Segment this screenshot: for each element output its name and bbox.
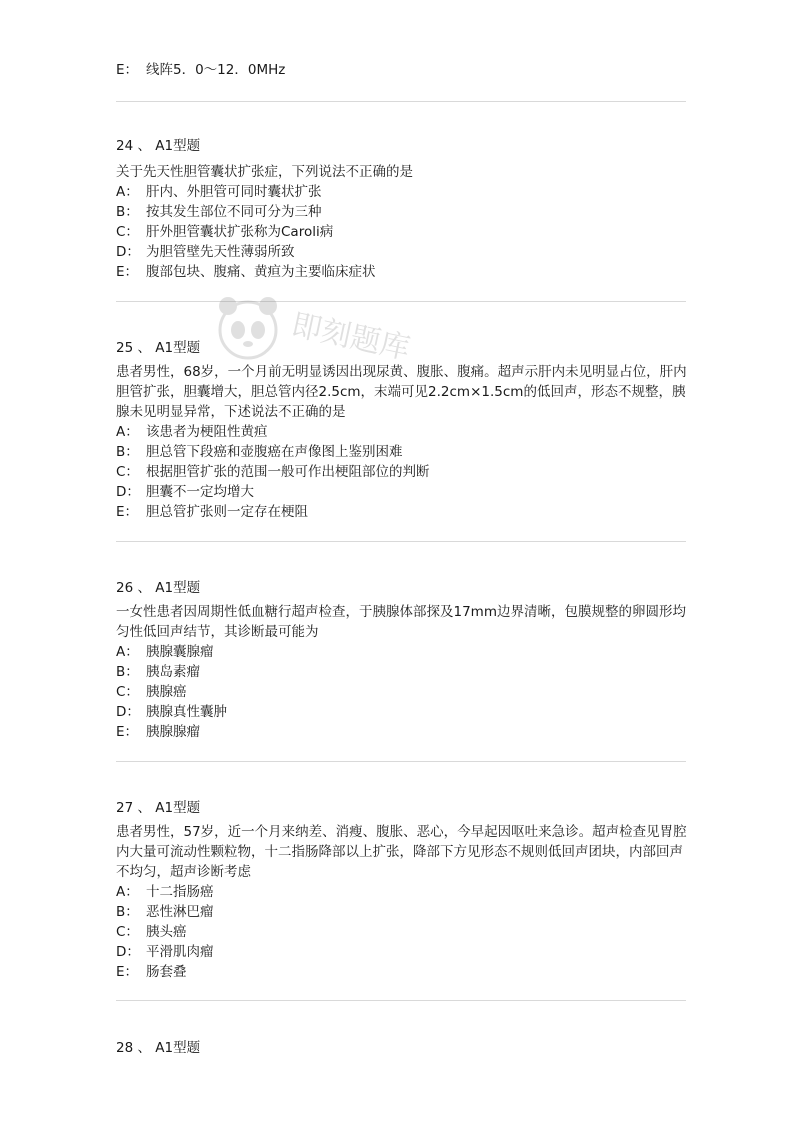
option-letter: B： [116, 664, 139, 680]
option-letter: E： [116, 964, 139, 980]
question-header: 24 、 A1型题 [116, 138, 201, 154]
option-c [116, 462, 686, 482]
option-text: 胆囊不一定均增大 [146, 484, 254, 500]
option-text: 胰腺囊腺瘤 [146, 644, 214, 660]
option-e [116, 962, 686, 982]
option-letter: E： [116, 504, 139, 520]
option-text: 线阵5．0～12．0MHz [146, 62, 286, 78]
option-a [116, 182, 686, 202]
question-stem: 关于先天性胆管囊状扩张症，下列说法不正确的是 [116, 164, 413, 180]
option-c [116, 922, 686, 942]
question-stem: 患者男性，68岁，一个月前无明显诱因出现尿黄、腹胀、腹痛。超声示肝内未见明显占位，肝内胆管扩张，胆囊增大，胆总管内径2.5cm，末端可见2.2cm×1.5cm的低回声，形态不规整，胰腺未见明显异常，下述说法不正确的是 [116, 364, 687, 420]
option-text: 胰岛素瘤 [146, 664, 200, 680]
separator [116, 761, 686, 762]
option-letter: A： [116, 184, 139, 200]
option-b [116, 202, 686, 222]
option-c [116, 222, 686, 242]
option-letter: C： [116, 224, 139, 240]
option-a [116, 422, 686, 442]
option-text: 肠套叠 [146, 964, 187, 980]
option-text: 按其发生部位不同可分为三种 [146, 204, 322, 220]
question-header: 28 、 A1型题 [116, 1040, 201, 1056]
watermark-logo [212, 288, 442, 398]
option-letter: D： [116, 704, 140, 720]
option-letter: C： [116, 684, 139, 700]
question-header: 25 、 A1型题 [116, 340, 201, 356]
option-text: 胆总管下段癌和壶腹癌在声像图上鉴别困难 [146, 444, 403, 460]
question-stem: 一女性患者因周期性低血糖行超声检查，于胰腺体部探及17mm边界清晰，包膜规整的卵圆形均匀性低回声结节，其诊断最可能为 [116, 604, 686, 640]
option-e [116, 60, 686, 80]
option-letter: D： [116, 244, 140, 260]
option-text: 肝内、外胆管可同时囊状扩张 [146, 184, 322, 200]
option-letter: C： [116, 464, 139, 480]
option-e [116, 502, 686, 522]
watermark-brand: 即刻题库 [288, 307, 413, 367]
option-text: 胰腺真性囊肿 [146, 704, 227, 720]
option-b [116, 662, 686, 682]
option-text: 为胆管壁先天性薄弱所致 [146, 244, 295, 260]
option-d [116, 482, 686, 502]
question-header: 26 、 A1型题 [116, 580, 201, 596]
option-text: 腹部包块、腹痛、黄疸为主要临床症状 [146, 264, 376, 280]
separator [116, 1000, 686, 1001]
option-letter: D： [116, 944, 140, 960]
option-letter: E： [116, 62, 139, 78]
option-text: 胰腺腺瘤 [146, 724, 200, 740]
option-d [116, 942, 686, 962]
option-text: 肝外胆管囊状扩张称为Caroli病 [146, 224, 334, 240]
separator [116, 541, 686, 542]
option-letter: B： [116, 904, 139, 920]
option-text: 根据胆管扩张的范围一般可作出梗阻部位的判断 [146, 464, 430, 480]
option-text: 胰头癌 [146, 924, 187, 940]
option-text: 平滑肌肉瘤 [146, 944, 214, 960]
panda-icon [212, 288, 442, 398]
option-text: 该患者为梗阻性黄疸 [146, 424, 268, 440]
option-letter: B： [116, 444, 139, 460]
option-text: 胰腺癌 [146, 684, 187, 700]
option-letter: D： [116, 484, 140, 500]
option-letter: C： [116, 924, 139, 940]
option-b [116, 902, 686, 922]
option-letter: B： [116, 204, 139, 220]
option-b [116, 442, 686, 462]
option-c [116, 682, 686, 702]
option-letter: E： [116, 264, 139, 280]
option-a [116, 882, 686, 902]
option-a [116, 642, 686, 662]
option-letter: E： [116, 724, 139, 740]
option-d [116, 242, 686, 262]
option-e [116, 262, 686, 282]
separator [116, 101, 686, 102]
option-d [116, 702, 686, 722]
question-header: 27 、 A1型题 [116, 800, 201, 816]
option-text: 胆总管扩张则一定存在梗阻 [146, 504, 308, 520]
option-e [116, 722, 686, 742]
option-letter: A： [116, 644, 139, 660]
option-letter: A： [116, 884, 139, 900]
option-letter: A： [116, 424, 139, 440]
option-text: 恶性淋巴瘤 [146, 904, 214, 920]
option-text: 十二指肠癌 [146, 884, 214, 900]
question-stem: 患者男性，57岁，近一个月来纳差、消瘦、腹胀、恶心，今早起因呕吐来急诊。超声检查见胃腔内大量可流动性颗粒物，十二指肠降部以上扩张，降部下方见形态不规则低回声团块，内部回声不均匀，超声诊断考虑 [116, 824, 687, 880]
